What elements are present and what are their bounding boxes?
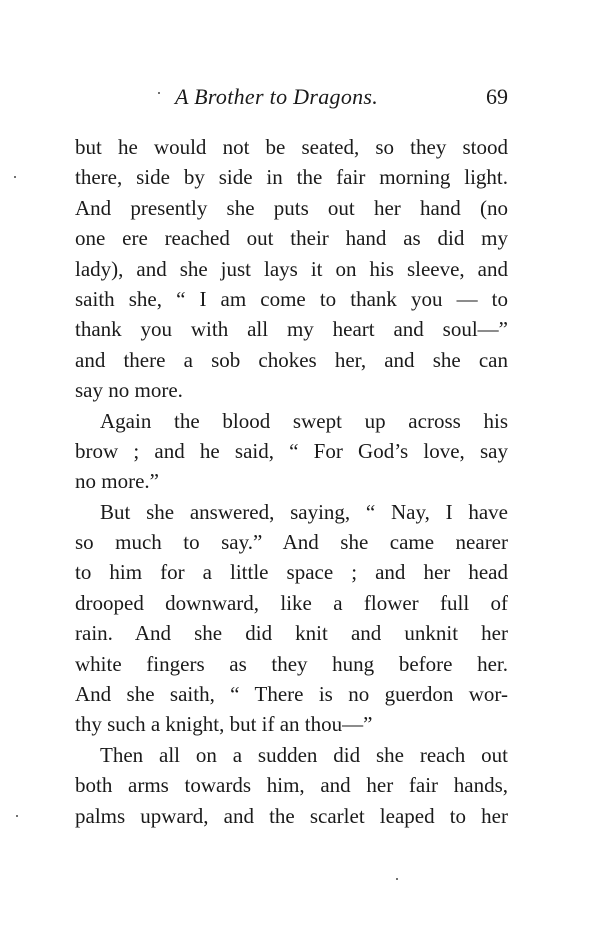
text-line: And she saith, “ There is no guerdon wor- bbox=[75, 682, 508, 707]
text-line: but he would not be seated, so they stood bbox=[75, 135, 508, 159]
ink-speck bbox=[396, 878, 398, 880]
text-line: And presently she puts out her hand (no bbox=[75, 195, 508, 220]
page-number: 69 bbox=[486, 84, 508, 109]
body-text bbox=[75, 132, 508, 831]
text-line: drooped downward, like a flower full of bbox=[75, 590, 508, 615]
text-line: brow ; and he said, “ For God’s love, say bbox=[75, 438, 508, 463]
text-line: But she answered, saying, “ Nay, I have bbox=[100, 499, 508, 524]
text-line: white fingers as they hung before her. bbox=[75, 651, 508, 676]
text-line: thank you with all my heart and soul—” bbox=[75, 317, 508, 342]
text-line: palms upward, and the scarlet leaped to her bbox=[75, 803, 508, 828]
text-line: say no more. bbox=[75, 378, 183, 403]
text-line: Then all on a sudden did she reach out bbox=[100, 742, 508, 767]
text-line: and there a sob chokes her, and she can bbox=[75, 347, 508, 372]
text-line: to him for a little space ; and her head bbox=[75, 560, 508, 585]
ink-speck bbox=[158, 92, 160, 94]
text-line: thy such a knight, but if an thou—” bbox=[75, 712, 373, 737]
text-line: there, side by side in the fair morning light. bbox=[75, 165, 508, 190]
text-line: rain. And she did knit and unknit her bbox=[75, 621, 508, 646]
text-line: so much to say.” And she came nearer bbox=[75, 530, 508, 555]
ink-speck bbox=[16, 815, 18, 817]
ink-speck bbox=[14, 176, 16, 178]
text-line: no more.” bbox=[75, 469, 159, 494]
text-line: both arms towards him, and her fair hands, bbox=[75, 773, 508, 798]
text-line: saith she, “ I am come to thank you — to bbox=[75, 286, 508, 311]
running-title: A Brother to Dragons. bbox=[175, 84, 379, 109]
text-line: one ere reached out their hand as did my bbox=[75, 226, 508, 251]
text-line: Again the blood swept up across his bbox=[100, 408, 508, 433]
page-header bbox=[75, 84, 508, 116]
text-line: lady), and she just lays it on his sleeve, and bbox=[75, 256, 508, 281]
